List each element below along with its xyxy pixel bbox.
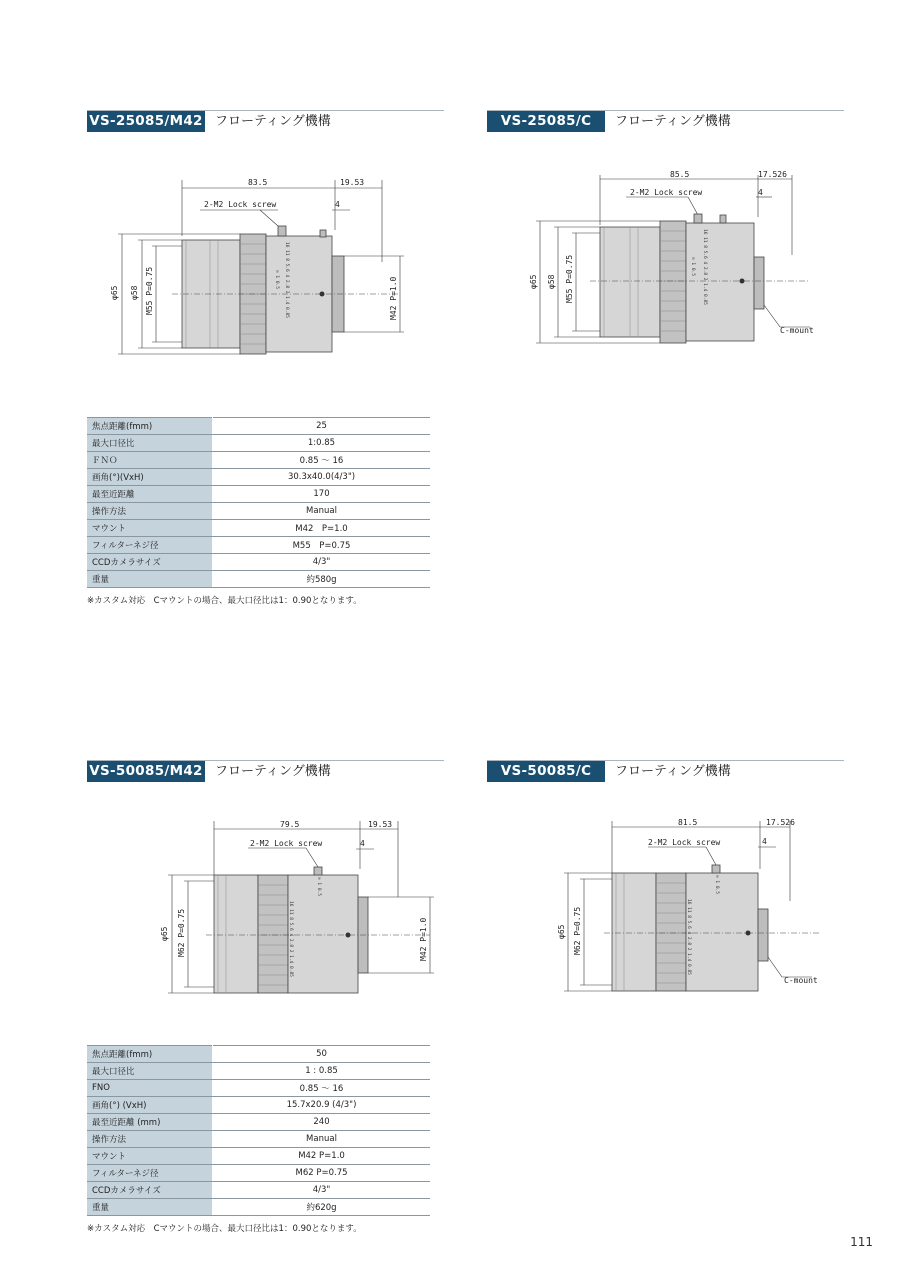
spec-row	[87, 1131, 430, 1148]
filter-thread: M55 P=0.75	[565, 254, 574, 303]
spec-value: 1 : 0.85	[213, 1063, 431, 1080]
spec-row	[87, 554, 430, 571]
spec-value: M42 P=1.0	[213, 520, 431, 537]
lock-screw	[278, 226, 286, 236]
lens-drawing-vs25085-m42	[100, 170, 420, 370]
spec-row	[87, 486, 430, 503]
spec-row	[87, 1080, 430, 1097]
ring-marks: ∞ 1 0.5	[714, 875, 719, 894]
spec-label: 最大口径比	[87, 435, 213, 452]
outer-diameter: φ65	[160, 926, 169, 941]
section-header-vs50085-m42	[87, 760, 444, 782]
spec-table-vs25085-m42	[87, 417, 430, 588]
lock-screw	[314, 867, 322, 875]
footnote: ※カスタム対応 Cマウントの場合、最大口径比は1：0.90となります。	[87, 596, 362, 606]
spec-row	[87, 1182, 430, 1199]
spec-label: マウント	[87, 520, 213, 537]
filter-thread: M62 P=0.75	[177, 908, 186, 957]
lens-drawing-vs25085-c	[520, 165, 840, 365]
spec-label: 重量	[87, 571, 213, 588]
right-dimension: 19.53	[368, 820, 393, 829]
lock-screw-label: 2-M2 Lock screw	[648, 838, 721, 847]
spec-label: CCDカメラサイズ	[87, 1182, 213, 1199]
spec-value: M62 P=0.75	[213, 1165, 431, 1182]
spec-row	[87, 435, 430, 452]
spec-value: 25	[213, 418, 431, 435]
spec-value: 50	[213, 1046, 431, 1063]
section-header-vs25085-c	[487, 110, 844, 132]
spec-label: FNO	[87, 1080, 213, 1097]
lock-screw	[694, 214, 702, 223]
focus-ring	[656, 873, 686, 991]
focus-ring	[660, 221, 686, 343]
lock-screw	[320, 230, 326, 237]
lens-drawing-vs50085-c	[550, 815, 850, 1015]
spec-value: 4/3"	[213, 554, 431, 571]
section-subtitle: フローティング機構	[215, 764, 331, 779]
spec-value: M42 P=1.0	[213, 1148, 431, 1165]
spec-value: 1:0.85	[213, 435, 431, 452]
mount-thread: M42 P=1.0	[419, 917, 428, 961]
ring-marks: ∞ 1 0.5	[316, 877, 321, 896]
right-dimension: 17.526	[758, 170, 787, 179]
section-header-vs25085-m42	[87, 110, 444, 132]
filter-thread: M55 P=0.75	[145, 266, 154, 315]
right-dimension: 19.53	[340, 178, 365, 187]
flange-dimension: 4	[758, 188, 763, 197]
spec-row	[87, 418, 430, 435]
model-tag: VS-25085/M42	[87, 111, 205, 132]
spec-label: 最大口径比	[87, 1063, 213, 1080]
top-dimension: 81.5	[678, 818, 698, 827]
model-tag: VS-50085/C	[487, 761, 605, 782]
spec-label: 最至近距離	[87, 486, 213, 503]
inner-diameter: φ58	[130, 285, 139, 300]
filter-thread: M62 P=0.75	[573, 906, 582, 955]
spec-label: 最至近距離 (mm)	[87, 1114, 213, 1131]
spec-label: 操作方法	[87, 503, 213, 520]
ring-marks: 16 11 8 5.6 4 2.8 2 1.4 0.85	[284, 242, 289, 318]
lock-screw-label: 2-M2 Lock screw	[250, 839, 323, 848]
spec-row	[87, 520, 430, 537]
top-dimension: 83.5	[248, 178, 268, 187]
lens-drawing-vs50085-m42	[150, 815, 450, 1015]
top-dimension: 79.5	[280, 820, 300, 829]
spec-value: 30.3x40.0(4/3")	[213, 469, 431, 486]
spec-row	[87, 1063, 430, 1080]
spec-label: フィルターネジ径	[87, 537, 213, 554]
spec-label: 焦点距離(fmm)	[87, 418, 213, 435]
spec-value: 0.85 ～ 16	[213, 1080, 431, 1097]
section-header-vs50085-c	[487, 760, 844, 782]
section-subtitle: フローティング機構	[615, 114, 731, 129]
right-dimension: 17.526	[766, 818, 795, 827]
footnote: ※カスタム対応 Cマウントの場合、最大口径比は1：0.90となります。	[87, 1224, 362, 1234]
spec-row	[87, 1165, 430, 1182]
ring-marks: 16 11 8 5.6 4 2.8 2 1.4 0.85	[686, 899, 691, 975]
front-barrel	[612, 873, 656, 991]
inner-diameter: φ58	[547, 274, 556, 289]
spec-label: フィルターネジ径	[87, 1165, 213, 1182]
rear-mount	[758, 909, 768, 961]
spec-value: 15.7x20.9 (4/3")	[213, 1097, 431, 1114]
section-subtitle: フローティング機構	[215, 114, 331, 129]
lock-screw	[712, 865, 720, 873]
outer-diameter: φ65	[557, 924, 566, 939]
spec-label: マウント	[87, 1148, 213, 1165]
spec-label: 重量	[87, 1199, 213, 1216]
flange-dimension: 4	[335, 200, 340, 209]
front-barrel	[214, 875, 258, 993]
lock-screw-label: 2-M2 Lock screw	[630, 188, 703, 197]
spec-label: CCDカメラサイズ	[87, 554, 213, 571]
spec-label: ＦＮＯ	[87, 452, 213, 469]
flange-dimension: 4	[360, 839, 365, 848]
ring-marks: ∞ 1 0.5	[274, 270, 279, 289]
spec-row	[87, 571, 430, 588]
page-number: 111	[850, 1235, 873, 1249]
outer-diameter: φ65	[529, 274, 538, 289]
mount-thread: M42 P=1.0	[389, 276, 398, 320]
spec-row	[87, 1114, 430, 1131]
spec-row	[87, 452, 430, 469]
spec-value: 170	[213, 486, 431, 503]
model-tag: VS-50085/M42	[87, 761, 205, 782]
lock-screw	[720, 215, 726, 223]
ring-marks: 16 11 8 5.6 4 2.8 2 1.4 0.85	[288, 901, 293, 977]
lock-screw-label: 2-M2 Lock screw	[204, 200, 277, 209]
spec-value: 約580g	[213, 571, 431, 588]
spec-label: 画角(°)(VxH)	[87, 469, 213, 486]
spec-row	[87, 503, 430, 520]
top-dimension: 85.5	[670, 170, 690, 179]
mount-label: C-mount	[784, 976, 818, 985]
focus-ring	[258, 875, 288, 993]
rear-mount	[754, 257, 764, 309]
mount-label: C-mount	[780, 326, 814, 335]
section-subtitle: フローティング機構	[615, 764, 731, 779]
flange-dimension: 4	[762, 837, 767, 846]
spec-value: Manual	[213, 1131, 431, 1148]
model-tag: VS-25085/C	[487, 111, 605, 132]
spec-row	[87, 469, 430, 486]
outer-diameter: φ65	[110, 285, 119, 300]
spec-row	[87, 1097, 430, 1114]
spec-row	[87, 1199, 430, 1216]
spec-table-vs50085-m42	[87, 1045, 430, 1216]
ring-marks: 16 11 8 5.6 4 2.8 2 1.4 0.85	[702, 229, 707, 305]
spec-value: Manual	[213, 503, 431, 520]
spec-value: 240	[213, 1114, 431, 1131]
ring-marks: ∞ 1 0.5	[690, 257, 695, 276]
spec-value: 4/3"	[213, 1182, 431, 1199]
spec-value: 0.85 ～ 16	[213, 452, 431, 469]
spec-value: M55 P=0.75	[213, 537, 431, 554]
spec-label: 操作方法	[87, 1131, 213, 1148]
spec-row	[87, 537, 430, 554]
spec-row	[87, 1046, 430, 1063]
spec-value: 約620g	[213, 1199, 431, 1216]
spec-label: 焦点距離(fmm)	[87, 1046, 213, 1063]
spec-row	[87, 1148, 430, 1165]
spec-label: 画角(°) (VxH)	[87, 1097, 213, 1114]
